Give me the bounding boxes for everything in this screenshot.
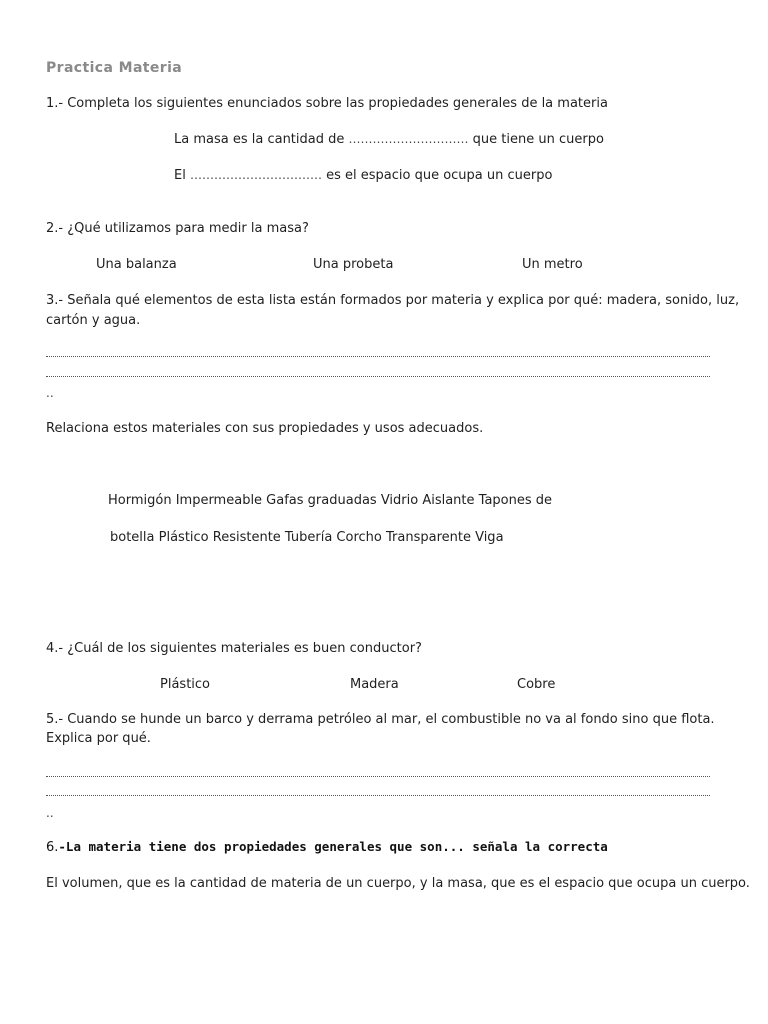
question-4-option[interactable]: Madera [350, 677, 399, 692]
answer-line[interactable] [46, 376, 710, 377]
matching-terms-line-1: Hormigón Impermeable Gafas graduadas Vidrio Aislante Tapones de [108, 493, 553, 508]
question-3-prompt-line-1: 3.- Señala qué elementos de esta lista están formados por materia y explica por qué: madera, sonido, luz, [46, 293, 740, 308]
question-6-prompt [46, 839, 608, 856]
answer-line-tail: .. [46, 386, 54, 400]
question-6-number: 6. [46, 840, 59, 855]
matching-terms-line-2: botella Plástico Resistente Tubería Corcho Transparente Viga [110, 530, 504, 545]
question-2-option[interactable]: Una balanza [96, 257, 177, 272]
answer-line-tail: .. [46, 806, 54, 820]
question-4-option[interactable]: Cobre [517, 677, 556, 692]
question-4-option[interactable]: Plástico [160, 677, 211, 692]
answer-line[interactable] [46, 776, 710, 777]
question-6-statement: El volumen, que es la cantidad de materia de un cuerpo, y la masa, que es el espacio que ocupa un cuerpo. [46, 876, 750, 891]
question-3-prompt-line-2: cartón y agua. [46, 313, 141, 328]
question-5-prompt-line-1: 5.- Cuando se hunde un barco y derrama petróleo al mar, el combustible no va al fondo sino que flota. [46, 712, 715, 727]
fill-in-blank-2[interactable]: …………………………… [189, 168, 322, 182]
question-2-option[interactable]: Una probeta [313, 257, 394, 272]
question-1-statement-1 [174, 131, 604, 148]
statement-2-start: El [174, 168, 186, 183]
question-5-prompt-line-2: Explica por qué. [46, 731, 151, 746]
question-6-text: -La materia tiene dos propiedades generales que son... señala la correcta [58, 839, 608, 854]
question-2-prompt: 2.- ¿Qué utilizamos para medir la masa? [46, 221, 309, 236]
answer-line[interactable] [46, 795, 710, 796]
page-title: Practica Materia [46, 60, 183, 76]
statement-1-end: que tiene un cuerpo [472, 132, 604, 147]
statement-2-end: es el espacio que ocupa un cuerpo [326, 168, 553, 183]
question-1-statement-2 [174, 167, 552, 184]
statement-1-start: La masa es la cantidad de [174, 132, 345, 147]
matching-prompt: Relaciona estos materiales con sus propiedades y usos adecuados. [46, 421, 484, 436]
question-1-prompt: 1.- Completa los siguientes enunciados sobre las propiedades generales de la materia [46, 96, 608, 111]
fill-in-blank-1[interactable]: ………………………… [348, 132, 469, 146]
question-2-option[interactable]: Un metro [522, 257, 583, 272]
question-4-prompt: 4.- ¿Cuál de los siguientes materiales es buen conductor? [46, 641, 422, 656]
answer-line[interactable] [46, 356, 710, 357]
